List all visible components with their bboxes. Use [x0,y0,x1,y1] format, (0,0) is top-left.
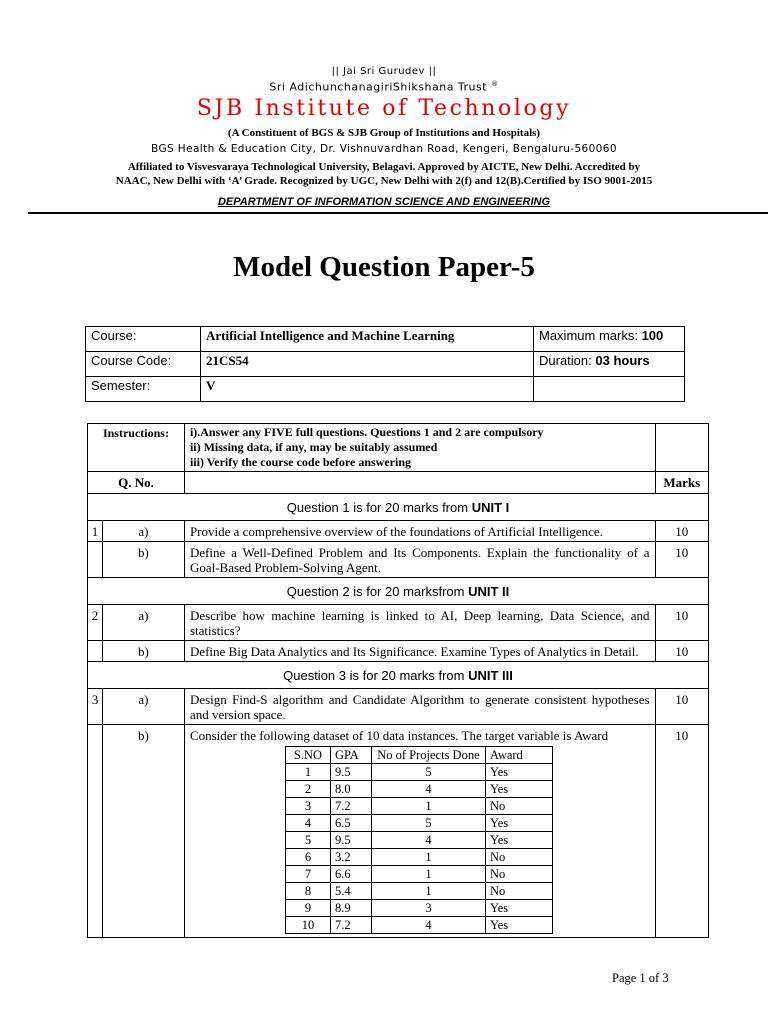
unit-name: UNIT III [468,667,513,683]
question-text: Define a Well-Defined Problem and Its Components. Explain the functionality of a Goal-Based Problem-Solving Agent. [184,542,655,578]
dataset-cell: 7 [285,866,330,883]
dataset-row [285,866,552,883]
dataset-cell: 1 [371,798,485,815]
registered-mark: ® [491,80,499,88]
unit-prefix: Question 2 is for 20 marksfrom [286,583,469,599]
dataset-row [285,798,552,815]
dataset-header: GPA [330,747,371,764]
dataset-header: S.NO [285,747,330,764]
unit-name: UNIT I [471,499,510,515]
dataset-header: Award [485,747,552,764]
question-row [88,641,709,662]
question-text: Design Find-S algorithm and Candidate Algorithm to generate consistent hypotheses and version space. [184,689,655,725]
dataset-row [285,917,552,934]
question-table [87,423,709,938]
dataset-cell: 5 [371,815,485,832]
header-rule [28,212,768,214]
dataset-cell: Yes [485,764,552,781]
dataset-row [285,849,552,866]
unit-prefix: Question 1 is for 20 marks from [286,499,472,515]
course-info-table [85,326,685,402]
duration-label: Duration: [539,353,592,368]
unit-prefix: Question 3 is for 20 marks from [283,667,469,683]
dataset-cell: 3.2 [330,849,371,866]
dataset-cell: Yes [485,781,552,798]
dataset-cell: No [485,849,552,866]
question-row [88,542,709,578]
max-marks-cell [534,327,685,352]
dataset-row [285,815,552,832]
dataset-cell: 4 [371,917,485,934]
dataset-cell: 3 [285,798,330,815]
affiliation-line-2: NAAC, New Delhi with ‘A’ Grade. Recognized by UGC, New Delhi with 2(f) and 12(B).Certified by ISO 9001-2015 [115,175,653,187]
instruction-2: ii) Missing data, if any, may be suitably assumed [189,440,438,454]
dataset-cell: 1 [371,849,485,866]
semester-value: V [201,377,534,402]
dataset-cell: 5 [371,764,485,781]
unit-heading-2 [88,578,709,605]
question-marks: 10 [655,689,708,725]
qno-header: Q. No. [88,472,185,494]
max-marks-label: Maximum marks: [539,328,638,343]
dataset-cell: 7.2 [330,798,371,815]
question-number [88,542,103,578]
empty-cell [655,424,708,472]
affiliation-line-1: Affiliated to Visvesvaraya Technological University, Belagavi. Approved by AICTE, New Delhi. Accredited by [127,161,641,173]
unit-name: UNIT II [468,583,510,599]
dataset-body [285,764,552,934]
question-part: a) [102,605,184,641]
dataset-cell: Yes [485,832,552,849]
duration-cell [534,352,685,377]
question-text: Provide a comprehensive overview of the foundations of Artificial Intelligence. [184,521,655,542]
question-row [88,725,709,938]
instructions-label: Instructions: [88,424,185,472]
duration-value: 03 hours [595,353,650,368]
max-marks-value: 100 [641,328,664,343]
dataset-row [285,781,552,798]
question-number: 3 [88,689,103,725]
semester-label: Semester: [86,377,201,402]
constituent-line: (A Constituent of BGS & SJB Group of Institutions and Hospitals) [227,127,541,139]
question-number [88,641,103,662]
course-code-value: 21CS54 [201,352,534,377]
question-row [88,689,709,725]
dataset-cell: 9.5 [330,832,371,849]
instruction-3: iii) Verify the course code before answering [189,455,412,469]
motto: || Jai Sri Gurudev || [331,66,437,77]
dataset-row [285,764,552,781]
question-marks: 10 [655,521,708,542]
empty-cell [534,377,685,402]
question-number: 2 [88,605,103,641]
dataset-cell: 4 [371,832,485,849]
dataset-cell: 8.9 [330,900,371,917]
question-marks: 10 [655,725,708,938]
question-part: b) [102,542,184,578]
address-line: BGS Health & Education City, Dr. Vishnuvardhan Road, Kengeri, Bengaluru-560060 [151,143,617,155]
course-value: Artificial Intelligence and Machine Learning [201,327,534,352]
dataset-cell: Yes [485,815,552,832]
dataset-table [285,746,553,934]
dataset-cell: 4 [371,781,485,798]
dataset-cell: 6.5 [330,815,371,832]
question-part: b) [102,725,184,938]
dataset-cell: 4 [285,815,330,832]
dataset-cell: 9 [285,900,330,917]
dataset-cell: 8.0 [330,781,371,798]
marks-header: Marks [655,472,708,494]
dataset-cell: 7.2 [330,917,371,934]
trust-text: Sri AdichunchanagiriShikshana Trust [269,80,488,94]
department-name: DEPARTMENT OF INFORMATION SCIENCE AND ENGINEERING [217,196,551,208]
dataset-row [285,900,552,917]
dataset-header: No of Projects Done [371,747,485,764]
dataset-cell: Yes [485,900,552,917]
question-text: Define Big Data Analytics and Its Significance. Examine Types of Analytics in Detail. [184,641,655,662]
course-code-label: Course Code: [86,352,201,377]
unit-heading-1 [88,494,709,521]
empty-cell [184,472,655,494]
page-title: Model Question Paper-5 [233,251,535,283]
dataset-cell: 6 [285,849,330,866]
question-text: Consider the following dataset of 10 data instances. The target variable is Award [189,728,609,743]
question-part: a) [102,689,184,725]
dataset-cell: No [485,798,552,815]
dataset-cell: 1 [371,866,485,883]
question-part: a) [102,521,184,542]
dataset-cell: 5 [285,832,330,849]
trust-name [0,80,768,94]
dataset-cell: 8 [285,883,330,900]
dataset-cell: 9.5 [330,764,371,781]
institute-name: SJB Institute of Technology [196,96,572,121]
dataset-cell: 1 [371,883,485,900]
dataset-cell: 10 [285,917,330,934]
unit-heading-3 [88,662,709,689]
dataset-cell: No [485,866,552,883]
page-number: Page 1 of 3 [612,971,669,985]
dataset-cell: Yes [485,917,552,934]
dataset-row [285,832,552,849]
dataset-cell: 2 [285,781,330,798]
instructions-text [184,424,655,472]
question-marks: 10 [655,542,708,578]
question-text: Describe how machine learning is linked to AI, Deep learning, Data Science, and statistics? [184,605,655,641]
instruction-1: i).Answer any FIVE full questions. Questions 1 and 2 are compulsory [189,425,544,439]
question-row [88,605,709,641]
question-part: b) [102,641,184,662]
dataset-cell: 6.6 [330,866,371,883]
question-row [88,521,709,542]
dataset-row [285,883,552,900]
question-marks: 10 [655,641,708,662]
dataset-cell: 3 [371,900,485,917]
course-label: Course: [86,327,201,352]
question-marks: 10 [655,605,708,641]
question-number [88,725,103,938]
question-text-with-dataset [184,725,655,938]
dataset-cell: 1 [285,764,330,781]
question-number: 1 [88,521,103,542]
dataset-cell: No [485,883,552,900]
dataset-cell: 5.4 [330,883,371,900]
